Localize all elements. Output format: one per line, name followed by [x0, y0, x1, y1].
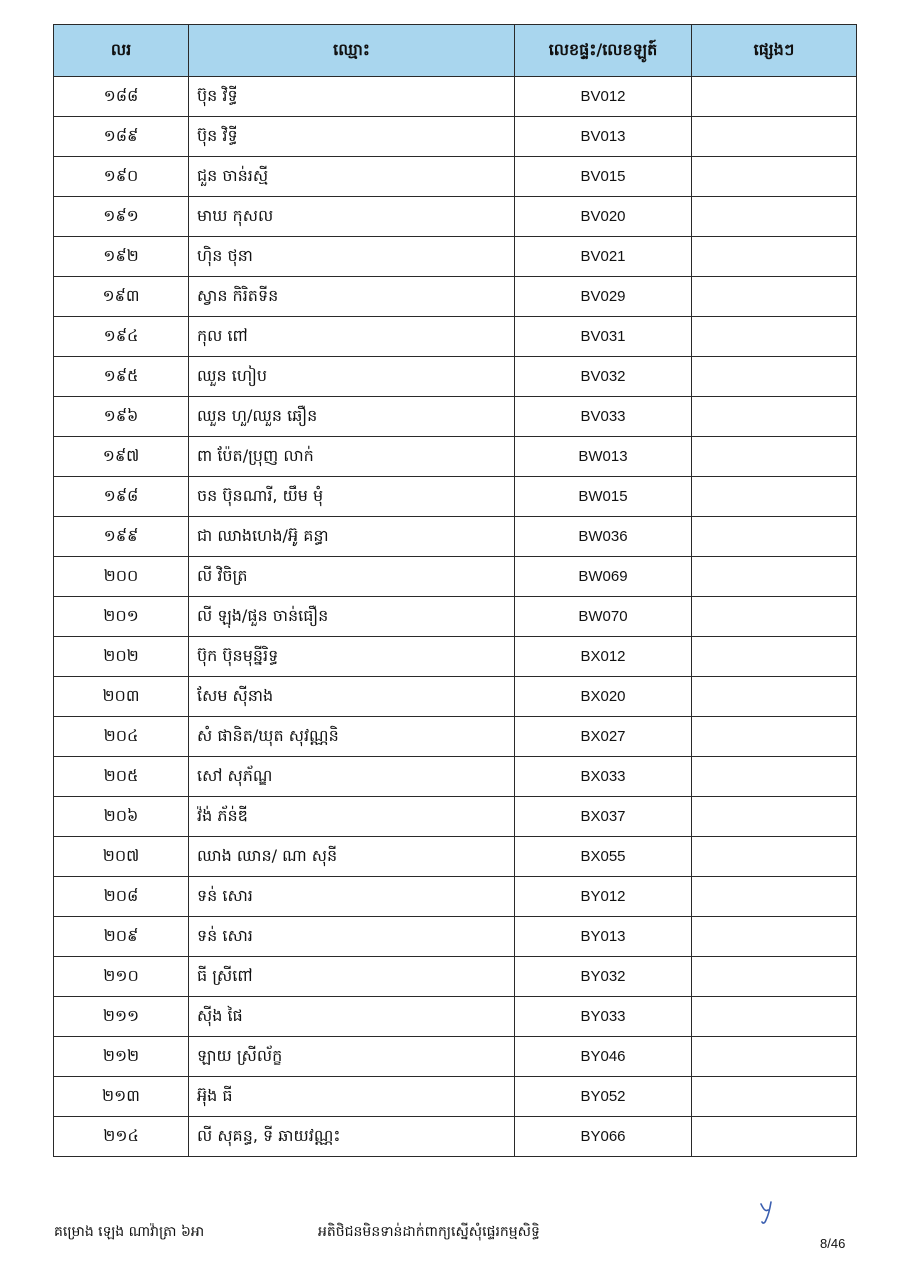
row-number: ២០២ [54, 637, 189, 677]
customer-name: ប៊ុន វិទ្ធី [189, 117, 515, 157]
other-notes [692, 197, 857, 237]
row-number: ២០៩ [54, 917, 189, 957]
row-number: ១៩៥ [54, 357, 189, 397]
other-notes [692, 157, 857, 197]
customer-name: មាឃ កុសល [189, 197, 515, 237]
customer-name: សំ ផានិត/ឃុត សុវណ្ណនិ [189, 717, 515, 757]
handwritten-initials [757, 1198, 779, 1226]
plot-number: BY046 [515, 1037, 692, 1077]
customer-name: សៅ សុភ័ណ្ឌ [189, 757, 515, 797]
row-number: ២០០ [54, 557, 189, 597]
other-notes [692, 957, 857, 997]
plot-number: BX027 [515, 717, 692, 757]
row-number: ២១៣ [54, 1077, 189, 1117]
table-row [54, 397, 857, 437]
table-row [54, 997, 857, 1037]
customer-name: ឈាង ឈាន/ ណា សុនី [189, 837, 515, 877]
plot-number: BY013 [515, 917, 692, 957]
plot-number: BX055 [515, 837, 692, 877]
customer-name: ជួន ចាន់រស្មី [189, 157, 515, 197]
other-notes [692, 357, 857, 397]
table-row [54, 797, 857, 837]
plot-number: BV020 [515, 197, 692, 237]
row-number: ១៩២ [54, 237, 189, 277]
row-number: ២១០ [54, 957, 189, 997]
row-number: ១៩១ [54, 197, 189, 237]
customer-name: លី សុគន្ធ, ទី ឆាយវណ្ណះ [189, 1117, 515, 1157]
customer-name: លី វិចិត្រ [189, 557, 515, 597]
row-number: ១៩៨ [54, 477, 189, 517]
row-number: ២០៦ [54, 797, 189, 837]
customer-name: ជា ឈាងហេង/អ៊ូ គន្ធា [189, 517, 515, 557]
other-notes [692, 437, 857, 477]
plot-number: BV031 [515, 317, 692, 357]
row-number: ២១២ [54, 1037, 189, 1077]
row-number: ១៩៧ [54, 437, 189, 477]
table-row [54, 557, 857, 597]
customer-name: ចន ប៊ុនណារី, យឹម មុំ [189, 477, 515, 517]
other-notes [692, 77, 857, 117]
table-header-row [54, 25, 857, 77]
table-row [54, 637, 857, 677]
table-row [54, 957, 857, 997]
header-name: ឈ្មោះ [189, 25, 515, 77]
table-row [54, 437, 857, 477]
header-plot: លេខផ្ទះ/លេខឡូត៍ [515, 25, 692, 77]
other-notes [692, 397, 857, 437]
table-row [54, 357, 857, 397]
plot-number: BV029 [515, 277, 692, 317]
other-notes [692, 477, 857, 517]
plot-number: BV021 [515, 237, 692, 277]
table-row [54, 1077, 857, 1117]
table-body [54, 77, 857, 1157]
other-notes [692, 517, 857, 557]
customer-name: ប៊ុន វិទ្ធី [189, 77, 515, 117]
other-notes [692, 997, 857, 1037]
customer-name: ប៊ុក ប៊ុនមុន្នីរិទ្ធ [189, 637, 515, 677]
header-other: ផ្សេងៗ [692, 25, 857, 77]
customer-name: ទន់ សោរ [189, 917, 515, 957]
plot-number: BY052 [515, 1077, 692, 1117]
table-row [54, 77, 857, 117]
plot-number: BY033 [515, 997, 692, 1037]
table-row [54, 757, 857, 797]
other-notes [692, 717, 857, 757]
plot-number: BV032 [515, 357, 692, 397]
customer-name: ឈួន ហៀប [189, 357, 515, 397]
plot-number: BW013 [515, 437, 692, 477]
other-notes [692, 1117, 857, 1157]
row-number: ១៩៤ [54, 317, 189, 357]
row-number: ២១៤ [54, 1117, 189, 1157]
plot-number: BW070 [515, 597, 692, 637]
customer-name: ហ៊ិន ថុនា [189, 237, 515, 277]
table-row [54, 877, 857, 917]
row-number: ១៩៩ [54, 517, 189, 557]
table-row [54, 717, 857, 757]
footer-title: អតិថិជនមិនទាន់ដាក់ពាក្យស្នើសុំផ្ទេរកម្មសិទ្ធិ [318, 1224, 540, 1240]
customer-name: សែម ស៊ីនាង [189, 677, 515, 717]
customer-table [53, 24, 857, 1157]
row-number: ២០៥ [54, 757, 189, 797]
plot-number: BY032 [515, 957, 692, 997]
table-row [54, 197, 857, 237]
row-number: ២១១ [54, 997, 189, 1037]
customer-name: ធី ស្រីពៅ [189, 957, 515, 997]
other-notes [692, 677, 857, 717]
header-no: លរ [54, 25, 189, 77]
customer-name: លី ឡុង/ផួន ចាន់ធឿន [189, 597, 515, 637]
customer-name: ស្វាន កិរិតទីន [189, 277, 515, 317]
other-notes [692, 877, 857, 917]
table-row [54, 837, 857, 877]
plot-number: BY012 [515, 877, 692, 917]
row-number: ១៩០ [54, 157, 189, 197]
other-notes [692, 837, 857, 877]
row-number: ១៩៣ [54, 277, 189, 317]
table-row [54, 677, 857, 717]
other-notes [692, 1077, 857, 1117]
page-number: 8/46 [820, 1236, 846, 1251]
row-number: ១៩៦ [54, 397, 189, 437]
other-notes [692, 237, 857, 277]
other-notes [692, 277, 857, 317]
table-row [54, 317, 857, 357]
plot-number: BX033 [515, 757, 692, 797]
plot-number: BX012 [515, 637, 692, 677]
table-row [54, 1037, 857, 1077]
table-row [54, 117, 857, 157]
other-notes [692, 757, 857, 797]
customer-name: ឈួន ហួ/ឈួន ឆឿន [189, 397, 515, 437]
table-row [54, 517, 857, 557]
plot-number: BV033 [515, 397, 692, 437]
plot-number: BV015 [515, 157, 692, 197]
customer-name: កុល ពៅ [189, 317, 515, 357]
row-number: ២០៤ [54, 717, 189, 757]
other-notes [692, 317, 857, 357]
plot-number: BX037 [515, 797, 692, 837]
other-notes [692, 917, 857, 957]
other-notes [692, 557, 857, 597]
plot-number: BW069 [515, 557, 692, 597]
other-notes [692, 597, 857, 637]
plot-number: BY066 [515, 1117, 692, 1157]
row-number: ២០៣ [54, 677, 189, 717]
table-row [54, 1117, 857, 1157]
plot-number: BX020 [515, 677, 692, 717]
customer-name: អ៊ុង ធី [189, 1077, 515, 1117]
row-number: ២០១ [54, 597, 189, 637]
table-row [54, 477, 857, 517]
customer-name: វ៉ង់ ភ័ន់ឌី [189, 797, 515, 837]
other-notes [692, 637, 857, 677]
table-row [54, 597, 857, 637]
other-notes [692, 797, 857, 837]
row-number: ២០៨ [54, 877, 189, 917]
table-row [54, 917, 857, 957]
table-row [54, 277, 857, 317]
plot-number: BW015 [515, 477, 692, 517]
other-notes [692, 117, 857, 157]
customer-name: ឡាយ ស្រីល័ក្ខ [189, 1037, 515, 1077]
customer-name: ពា ប៉ែត/ប្រុញ លាក់ [189, 437, 515, 477]
table-row [54, 237, 857, 277]
customer-name: ទន់ សោរ [189, 877, 515, 917]
plot-number: BW036 [515, 517, 692, 557]
row-number: ២០៧ [54, 837, 189, 877]
row-number: ១៨៨ [54, 77, 189, 117]
plot-number: BV012 [515, 77, 692, 117]
customer-name: ស៊ីង ផៃ [189, 997, 515, 1037]
other-notes [692, 1037, 857, 1077]
plot-number: BV013 [515, 117, 692, 157]
table-row [54, 157, 857, 197]
footer-project: គម្រោង ឡេង ណាវ៉ាត្រា ៦អា [54, 1224, 205, 1240]
row-number: ១៨៩ [54, 117, 189, 157]
